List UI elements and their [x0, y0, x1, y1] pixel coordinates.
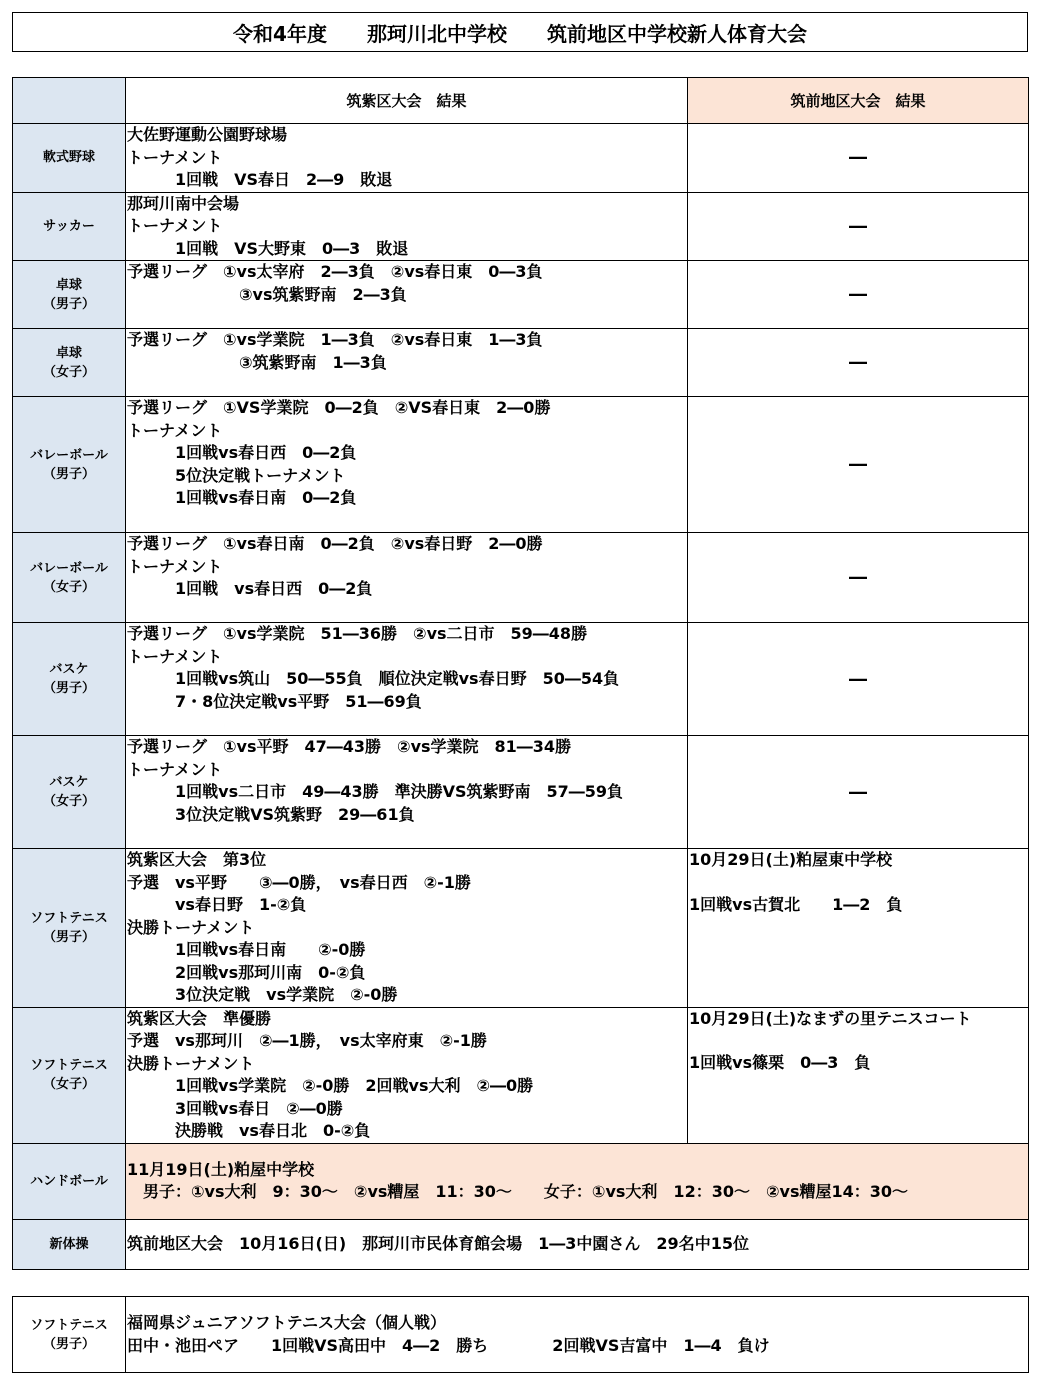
result-line: 3位決定戦 vs学業院 ②-0勝	[127, 985, 398, 1004]
category-name: バレーボール	[30, 560, 108, 576]
extra-results-table	[12, 1296, 1029, 1373]
result-line: 筑紫区大会 準優勝	[127, 1008, 272, 1028]
result-line: トーナメント	[127, 556, 223, 576]
table-row	[13, 124, 1029, 193]
result-line: 決勝戦 vs春日北 0-②負	[127, 1121, 371, 1140]
category-gender: （男子）	[42, 681, 95, 696]
chikushi-result-cell	[126, 1007, 688, 1143]
header-blank-cell	[13, 78, 126, 124]
result-line: 決勝トーナメント	[127, 917, 255, 937]
category-gender: （男子）	[42, 929, 95, 945]
table-row	[13, 329, 1029, 397]
header-chikushi-results: 筑紫区大会 結果	[126, 78, 688, 124]
result-line: 福岡県ジュニアソフトテニス大会（個人戦）	[127, 1313, 447, 1332]
table-row	[13, 261, 1029, 329]
result-line: 1回戦 VS大野東 0―3 敗退	[127, 238, 409, 258]
category-name: ハンドボール	[30, 1173, 108, 1189]
category-cell	[13, 1219, 126, 1269]
result-line: 筑前地区大会 10月16日(日) 那珂川市民体育館会場 1―3中園さん 29名中15位	[127, 1233, 749, 1253]
category-cell	[13, 1297, 126, 1373]
chikushi-result-cell	[126, 533, 688, 623]
category-name: ソフトテニス	[30, 1058, 108, 1073]
table-row	[13, 1007, 1029, 1143]
category-gender: （女子）	[42, 579, 95, 595]
result-line: 3回戦vs春日 ②―0勝	[127, 1098, 343, 1118]
result-line: トーナメント	[127, 420, 223, 440]
category-cell	[13, 849, 126, 1008]
result-line: ③vs筑紫野南 2―3負	[127, 284, 407, 304]
result-line: 予選リーグ ①vs平野 47―43勝 ②vs学業院 81―34勝	[127, 737, 572, 756]
chikushi-result-cell	[126, 329, 688, 397]
result-line: 1回戦vs篠栗 0―3 負	[689, 1053, 871, 1072]
result-line	[689, 872, 1028, 894]
result-line: トーナメント	[127, 759, 223, 779]
category-cell	[13, 1143, 126, 1219]
header-chikuzen-results: 筑前地区大会 結果	[688, 78, 1029, 124]
result-line: 11月19日(土)粕屋中学校	[127, 1159, 315, 1179]
category-name: バスケ	[49, 662, 89, 677]
chikushi-result-cell	[126, 261, 688, 329]
table-row	[13, 849, 1029, 1008]
category-name: ソフトテニス	[30, 1317, 108, 1333]
result-line: 予選リーグ ①vs学業院 1―3負 ②vs春日東 1―3負	[127, 330, 543, 349]
table-row	[13, 533, 1029, 623]
category-name: サッカー	[43, 218, 95, 234]
result-line: 予選 vs平野 ③―0勝， vs春日西 ②-1勝	[127, 872, 471, 892]
result-line: 1回戦vs筑山 50―55負 順位決定戦vs春日野 50―54負	[127, 669, 620, 688]
result-line: 予選リーグ ①vs春日南 0―2負 ②vs春日野 2―0勝	[127, 534, 543, 553]
result-line: 10月29日(土)粕屋東中学校	[689, 850, 893, 869]
result-line: 予選 vs那珂川 ②―1勝， vs太宰府東 ②-1勝	[127, 1031, 487, 1050]
chikuzen-result-dash: ―	[688, 261, 1029, 329]
result-line: 予選リーグ ①vs学業院 51―36勝 ②vs二日市 59―48勝	[127, 624, 588, 643]
category-cell	[13, 623, 126, 736]
results-table	[12, 77, 1029, 1270]
result-line: ③筑紫野南 1―3負	[127, 352, 387, 372]
result-line: 7・8位決定戦vs平野 51―69負	[127, 691, 422, 711]
result-line: vs春日野 1-②負	[127, 895, 307, 914]
category-gender: （男子）	[42, 296, 95, 312]
result-line: 那珂川南中会場	[127, 193, 240, 213]
table-header-row	[13, 78, 1029, 124]
category-cell	[13, 192, 126, 261]
table-row	[13, 192, 1029, 261]
result-line: 1回戦vs二日市 49―43勝 準決勝VS筑紫野南 57―59負	[127, 782, 624, 801]
result-line: 予選リーグ ①vs太宰府 2―3負 ②vs春日東 0―3負	[127, 262, 543, 281]
result-line: トーナメント	[127, 646, 223, 666]
category-gender: （女子）	[42, 1077, 95, 1092]
chikuzen-result-cell	[688, 1007, 1029, 1143]
page-title: 令和4年度 那珂川北中学校 筑前地区中学校新人体育大会	[12, 12, 1028, 52]
result-line: 5位決定戦トーナメント	[127, 465, 346, 485]
chikuzen-result-dash: ―	[688, 397, 1029, 533]
category-name: バレーボール	[30, 447, 108, 463]
chikuzen-result-dash: ―	[688, 124, 1029, 193]
table-row	[13, 1219, 1029, 1269]
result-line: 田中・池田ペア 1回戦VS高田中 4―2 勝ち 2回戦VS吉富中 1―4 負け	[127, 1335, 770, 1355]
category-cell	[13, 533, 126, 623]
table-row	[13, 397, 1029, 533]
gymnastics-result-cell	[126, 1219, 1029, 1269]
category-cell	[13, 397, 126, 533]
table-row	[13, 1143, 1029, 1219]
result-line: 予選リーグ ①VS学業院 0―2負 ②VS春日東 2―0勝	[127, 398, 551, 417]
category-cell	[13, 1007, 126, 1143]
table-row	[13, 623, 1029, 736]
category-name: バスケ	[49, 775, 89, 790]
category-name: ソフトテニス	[30, 910, 108, 926]
category-name: 卓球	[55, 277, 82, 293]
chikuzen-result-cell	[688, 849, 1029, 1008]
chikushi-result-cell	[126, 736, 688, 849]
result-line: 2回戦vs那珂川南 0-②負	[127, 962, 366, 982]
chikushi-result-cell	[126, 192, 688, 261]
chikuzen-result-dash: ―	[688, 736, 1029, 849]
result-line: 3位決定戦VS筑紫野 29―61負	[127, 804, 415, 824]
chikuzen-result-dash: ―	[688, 623, 1029, 736]
result-line: トーナメント	[127, 147, 223, 167]
chikushi-result-cell	[126, 849, 688, 1008]
result-line: 1回戦vs学業院 ②-0勝 2回戦vs大利 ②―0勝	[127, 1076, 534, 1095]
category-gender: （女子）	[42, 794, 95, 809]
result-line: 1回戦 vs春日西 0―2負	[127, 579, 373, 598]
result-line: 10月29日(土)なまずの里テニスコート	[689, 1008, 972, 1028]
category-cell	[13, 124, 126, 193]
category-cell	[13, 736, 126, 849]
result-line: 1回戦 VS春日 2―9 敗退	[127, 170, 393, 189]
category-name: 卓球	[55, 345, 82, 361]
chikushi-result-cell	[126, 124, 688, 193]
category-cell	[13, 329, 126, 397]
result-line	[689, 1030, 1028, 1052]
result-line: 1回戦vs古賀北 1―2 負	[689, 894, 903, 914]
handball-result-cell	[126, 1143, 1029, 1219]
chikushi-result-cell	[126, 397, 688, 533]
table-row	[13, 1297, 1029, 1373]
result-line: 1回戦vs春日南 ②-0勝	[127, 940, 366, 959]
result-cell	[126, 1297, 1029, 1373]
chikuzen-result-dash: ―	[688, 329, 1029, 397]
result-line: 決勝トーナメント	[127, 1053, 255, 1073]
result-line: 1回戦vs春日南 0―2負	[127, 488, 357, 507]
category-name: 軟式野球	[42, 150, 95, 166]
category-gender: （女子）	[42, 364, 95, 380]
result-line: 1回戦vs春日西 0―2負	[127, 443, 357, 462]
chikuzen-result-dash: ―	[688, 192, 1029, 261]
category-name: 新体操	[49, 1236, 89, 1252]
chikushi-result-cell	[126, 623, 688, 736]
category-cell	[13, 261, 126, 329]
result-line: トーナメント	[127, 216, 223, 235]
category-gender: （男子）	[42, 1336, 95, 1352]
category-gender: （男子）	[42, 466, 95, 482]
chikuzen-result-dash: ―	[688, 533, 1029, 623]
result-line: 大佐野運動公園野球場	[127, 125, 288, 144]
result-line: 筑紫区大会 第3位	[127, 850, 267, 869]
table-row	[13, 736, 1029, 849]
result-line: 男子：①vs大利 9：30～ ②vs糟屋 11：30～ 女子：①vs大利 12：30～ ②vs糟屋14：30～	[127, 1182, 908, 1201]
